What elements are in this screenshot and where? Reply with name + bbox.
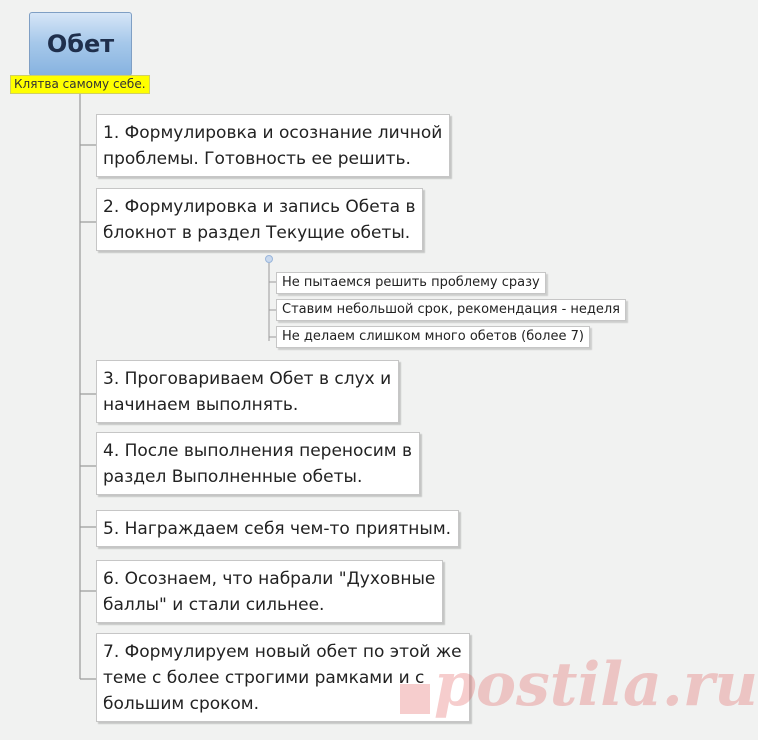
central-topic-title: Обет bbox=[46, 30, 115, 58]
subtopic-3[interactable]: Не делаем слишком много обетов (более 7) bbox=[276, 326, 590, 348]
topic-2[interactable]: 2. Формулировка и запись Обета в блокнот в раздел Текущие обеты. bbox=[96, 188, 423, 251]
subtopic-2[interactable]: Ставим небольшой срок, рекомендация - неделя bbox=[276, 299, 626, 321]
watermark-square-icon bbox=[400, 684, 430, 714]
topic-3[interactable]: 3. Проговариваем Обет в слух и начинаем выполнять. bbox=[96, 360, 399, 423]
topic-6[interactable]: 6. Осознаем, что набрали "Духовные баллы" и стали сильнее. bbox=[96, 560, 443, 623]
topic-5[interactable]: 5. Награждаем себя чем-то приятным. bbox=[96, 510, 459, 547]
topic-4[interactable]: 4. После выполнения переносим в раздел Выполненные обеты. bbox=[96, 432, 420, 495]
watermark-text: postila.ru bbox=[434, 650, 758, 720]
central-topic-label: Клятва самому себе. bbox=[10, 75, 150, 94]
topic-2-collapse-icon[interactable] bbox=[265, 255, 273, 263]
topic-7[interactable]: 7. Формулируем новый обет по этой же теме с более строгими рамками и с большим сроком. bbox=[96, 633, 470, 722]
topic-1[interactable]: 1. Формулировка и осознание личной проблемы. Готовность ее решить. bbox=[96, 114, 450, 177]
subtopic-1[interactable]: Не пытаемся решить проблему сразу bbox=[276, 272, 546, 294]
central-topic[interactable] bbox=[29, 12, 132, 76]
watermark-logo bbox=[400, 644, 758, 740]
